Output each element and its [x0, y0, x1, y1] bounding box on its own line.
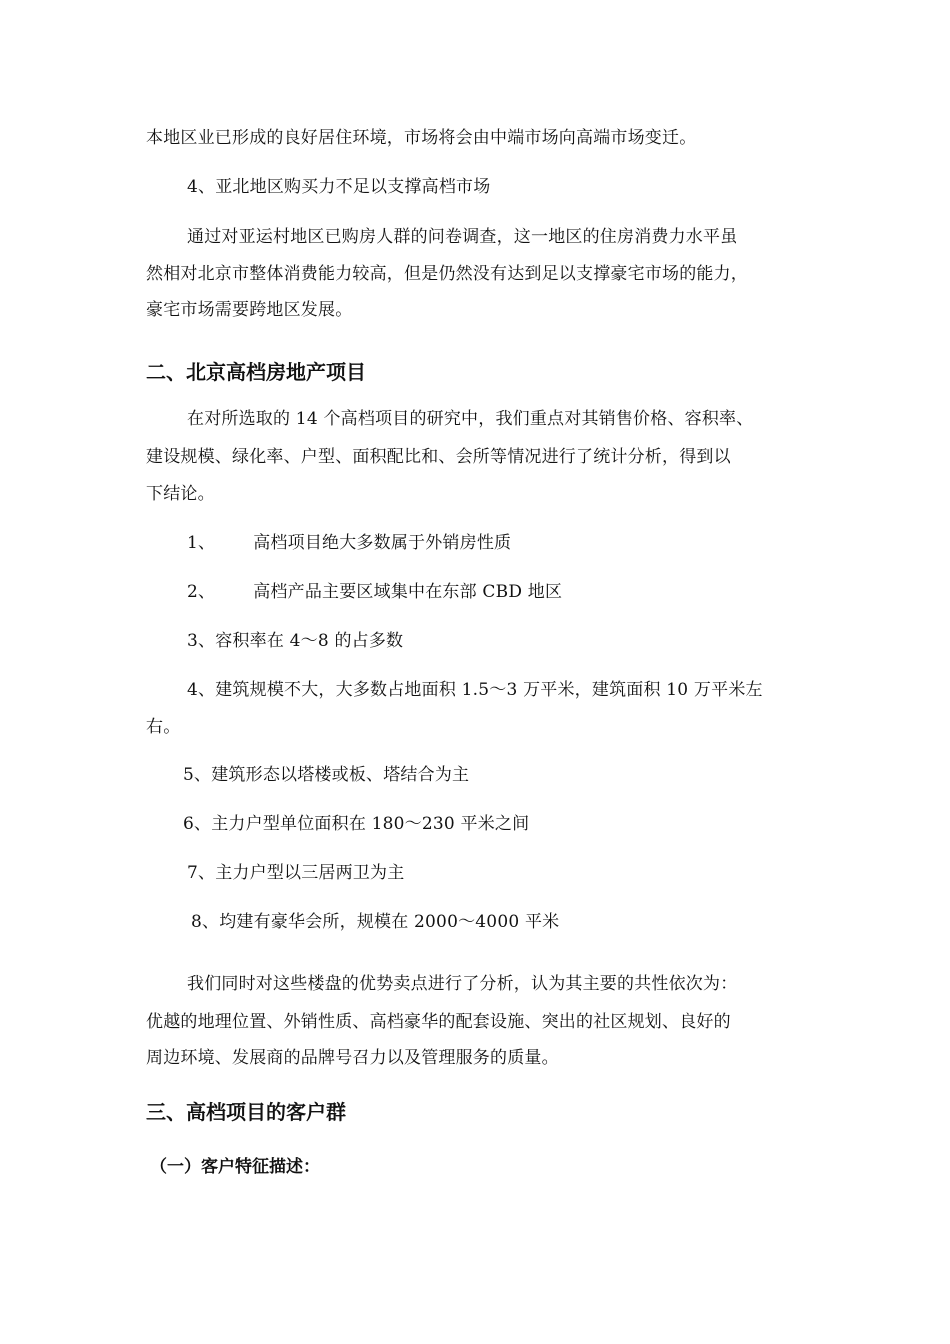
conclusion-item-8: 8、均建有豪华会所，规模在 2000～4000 平米	[191, 912, 560, 932]
paragraph-line: 通过对亚运村地区已购房人群的问卷调查，这一地区的住房消费力水平虽	[187, 227, 738, 247]
item-number: 1、	[187, 533, 216, 553]
conclusion-item-7: 7、主力户型以三居两卫为主	[187, 863, 405, 883]
paragraph-line: 然相对北京市整体消费能力较高，但是仍然没有达到足以支撑豪宅市场的能力，	[146, 264, 748, 284]
list-item-4: 4、亚北地区购买力不足以支撑高档市场	[187, 177, 491, 197]
subsection-heading: （一）客户特征描述：	[150, 1157, 320, 1177]
conclusion-item-1	[187, 533, 511, 553]
paragraph-line: 优越的地理位置、外销性质、高档豪华的配套设施、突出的社区规划、良好的	[146, 1012, 731, 1032]
paragraph-line: 本地区业已形成的良好居住环境，市场将会由中端市场向高端市场变迁。	[146, 128, 697, 148]
paragraph-line: 豪宅市场需要跨地区发展。	[146, 300, 353, 320]
paragraph-line: 下结论。	[146, 484, 215, 504]
paragraph-line: 周边环境、发展商的品牌号召力以及管理服务的质量。	[146, 1048, 559, 1068]
section-3-heading: 三、高档项目的客户群	[146, 1100, 346, 1124]
conclusion-item-4-cont: 右。	[146, 717, 181, 737]
conclusion-item-4: 4、建筑规模不大，大多数占地面积 1.5～3 万平米，建筑面积 10 万平米左	[187, 680, 763, 700]
conclusion-item-2	[187, 582, 562, 602]
paragraph-line: 建设规模、绿化率、户型、面积配比和、会所等情况进行了统计分析，得到以	[146, 447, 731, 467]
paragraph-line: 我们同时对这些楼盘的优势卖点进行了分析，认为其主要的共性依次为：	[187, 974, 738, 994]
conclusion-item-5: 5、建筑形态以塔楼或板、塔结合为主	[183, 765, 470, 785]
item-text: 高档产品主要区域集中在东部 CBD 地区	[253, 582, 563, 602]
paragraph-line: 在对所选取的 14 个高档项目的研究中，我们重点对其销售价格、容积率、	[187, 409, 754, 429]
item-text: 高档项目绝大多数属于外销房性质	[253, 533, 512, 553]
conclusion-item-3: 3、容积率在 4～8 的占多数	[187, 631, 404, 651]
conclusion-item-6: 6、主力户型单位面积在 180～230 平米之间	[183, 814, 530, 834]
section-2-heading: 二、北京高档房地产项目	[146, 360, 366, 384]
item-number: 2、	[187, 582, 216, 602]
